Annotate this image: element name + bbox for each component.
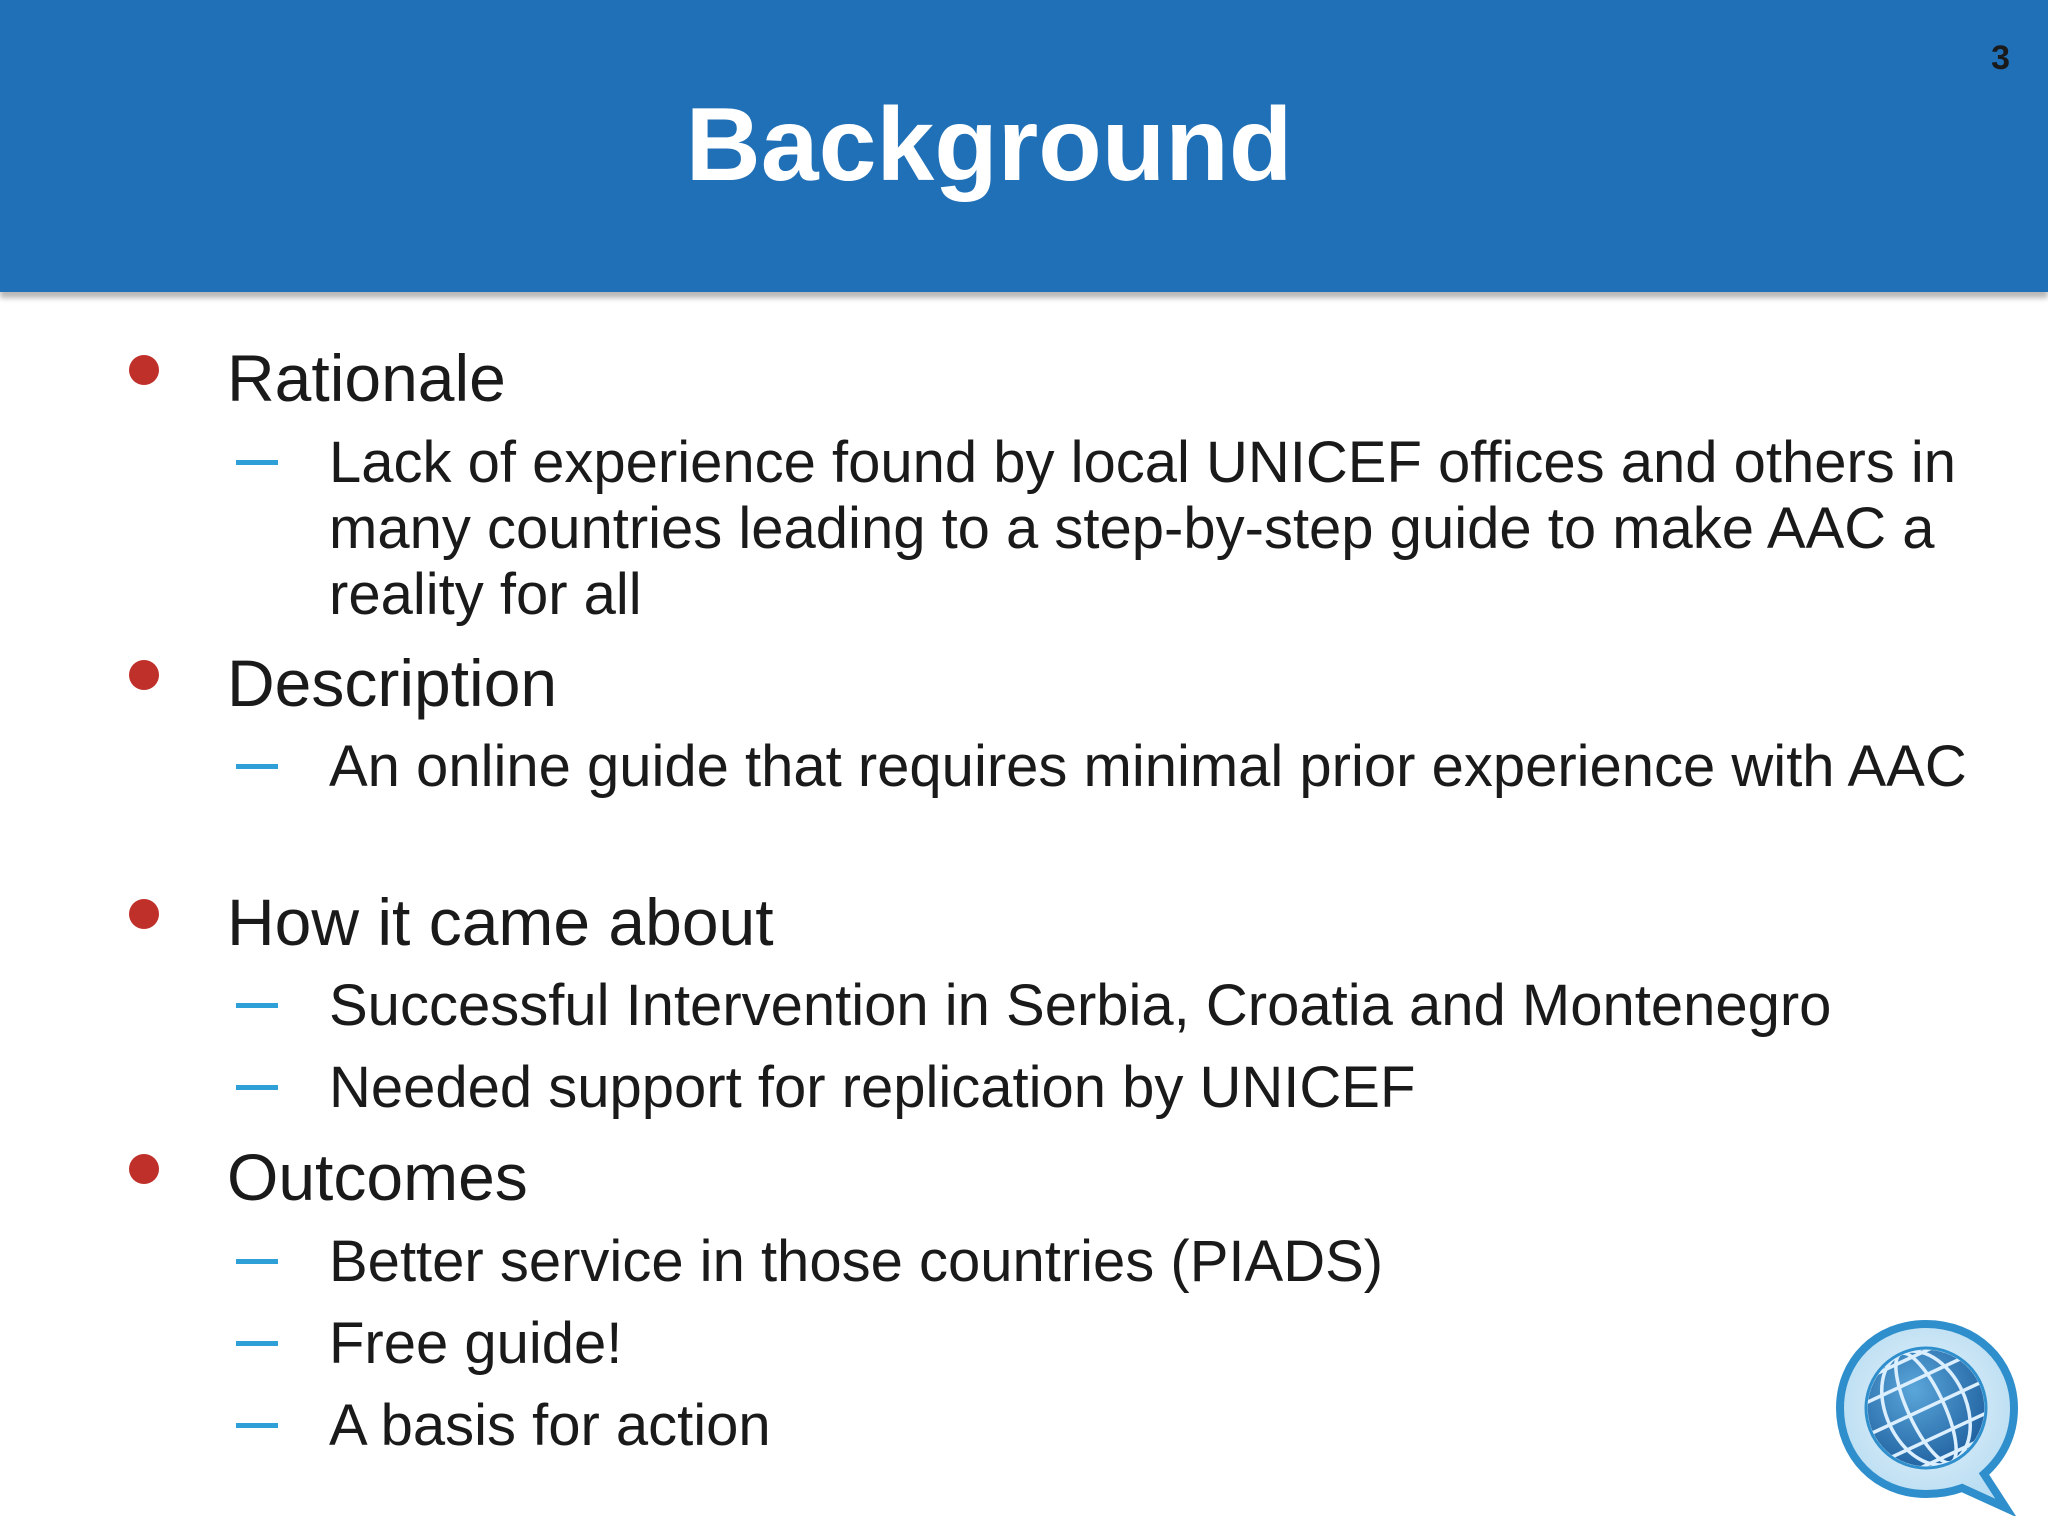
sub-item-text: Free guide!: [329, 1311, 623, 1376]
sub-item-text: Better service in those countries (PIADS): [329, 1229, 1384, 1294]
globe-speech-bubble-icon: [1836, 1316, 2026, 1516]
bullet-dot-icon: [129, 660, 159, 690]
sub-item-text: A basis for action: [329, 1393, 771, 1458]
sub-item-text: Successful Intervention in Serbia, Croatia and Montenegro: [329, 973, 1832, 1038]
sub-item-text: Needed support for replication by UNICEF: [329, 1055, 1416, 1120]
sub-item-text: An online guide that requires minimal prior experience with AAC: [329, 734, 1967, 799]
bullet-dot-icon: [129, 899, 159, 929]
dash-icon: [236, 1003, 278, 1008]
bullet-heading: How it came about: [227, 885, 774, 959]
bullet-heading: Description: [227, 646, 558, 720]
dash-icon: [236, 764, 278, 769]
bullet-dot-icon: [129, 1154, 159, 1184]
page-number: 3: [1991, 39, 2010, 77]
dash-icon: [236, 1423, 278, 1428]
bullet-heading: Rationale: [227, 341, 506, 415]
dash-icon: [236, 1259, 278, 1264]
bullet-heading: Outcomes: [227, 1140, 528, 1214]
sub-item-text: Lack of experience found by local UNICEF offices and others in many countries leading to a step-by-step guide to make AAC a reality for all: [329, 430, 1957, 627]
dash-icon: [236, 460, 278, 465]
bullet-dot-icon: [129, 355, 159, 385]
dash-icon: [236, 1341, 278, 1346]
dash-icon: [236, 1085, 278, 1090]
slide-title: Background: [685, 87, 1293, 203]
